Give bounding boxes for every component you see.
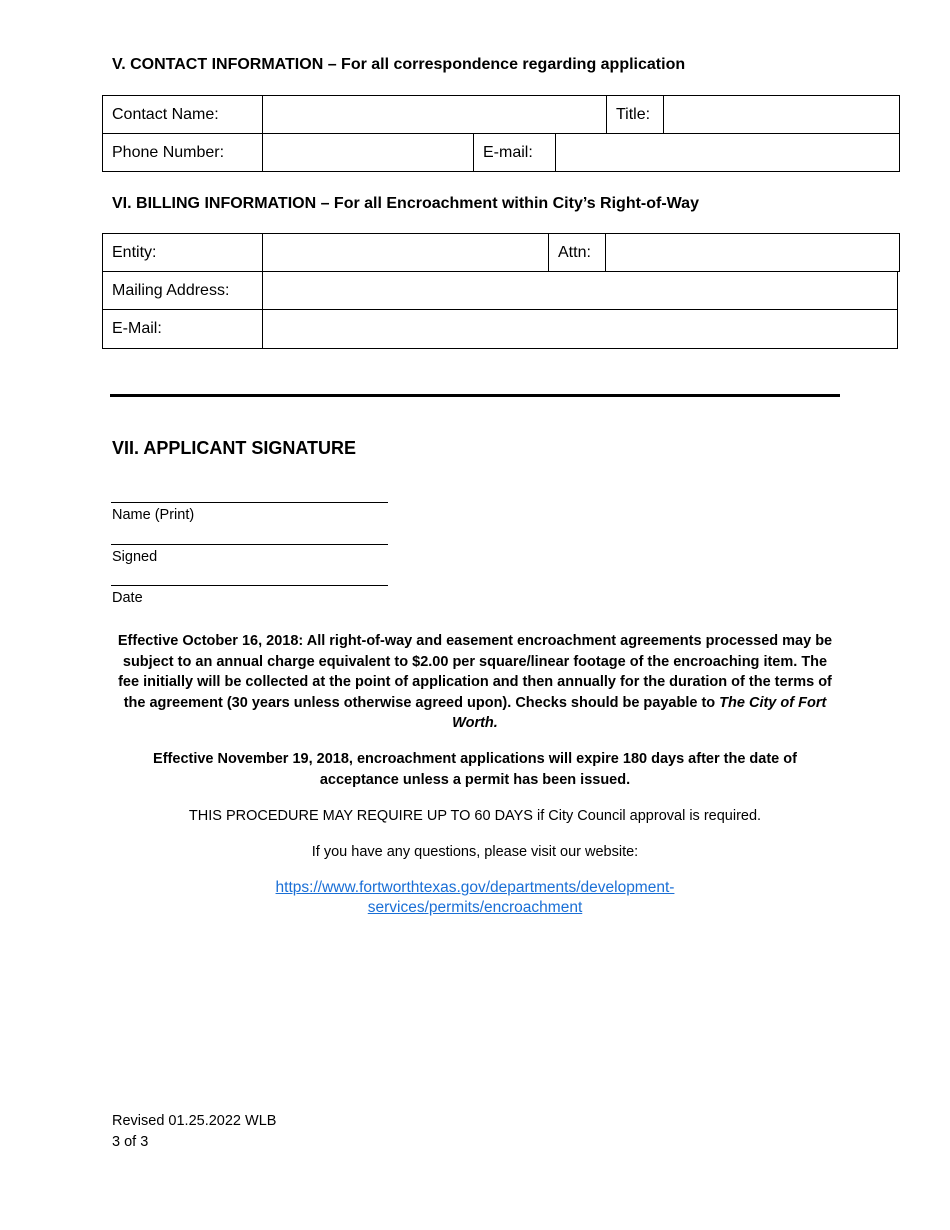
expiry-notice: Effective November 19, 2018, encroachment applications will expire 180 days after the date of acceptance unless a permit has been issued. xyxy=(153,751,797,788)
billing-email-label: E-Mail: xyxy=(102,309,263,349)
mailing-address-label: Mailing Address: xyxy=(102,271,263,310)
signature-section-heading: VII. APPLICANT SIGNATURE xyxy=(112,438,357,458)
date-line[interactable] xyxy=(111,585,388,586)
payee-name: The City of Fort Worth. xyxy=(452,694,827,731)
billing-section-heading: VI. BILLING INFORMATION – For all Encroachment within City’s Right-of-Way xyxy=(112,195,699,212)
title-field[interactable] xyxy=(663,95,900,134)
phone-number-label: Phone Number: xyxy=(102,133,263,172)
entity-label: Entity: xyxy=(102,233,263,272)
attn-field[interactable] xyxy=(605,233,900,272)
contact-email-field[interactable] xyxy=(555,133,900,172)
name-print-label: Name (Print) xyxy=(112,507,195,523)
website-link-line1[interactable]: https://www.fortworthtexas.gov/departments/development- xyxy=(275,879,675,896)
contact-section-heading: V. CONTACT INFORMATION – For all correspondence regarding application xyxy=(112,56,686,73)
phone-number-field[interactable] xyxy=(262,133,474,172)
page-number: 3 of 3 xyxy=(112,1134,149,1150)
mailing-address-field[interactable] xyxy=(262,271,898,310)
fee-notice xyxy=(112,631,838,734)
website-link-line2[interactable]: services/permits/encroachment xyxy=(367,899,583,916)
contact-email-label: E-mail: xyxy=(473,133,556,172)
title-label: Title: xyxy=(606,95,664,134)
billing-email-field[interactable] xyxy=(262,309,898,349)
website-link[interactable] xyxy=(112,878,838,918)
signed-label: Signed xyxy=(112,549,158,565)
signed-line[interactable] xyxy=(111,544,388,545)
procedure-notice: THIS PROCEDURE MAY REQUIRE UP TO 60 DAYS if City Council approval is required. xyxy=(188,808,762,824)
entity-field[interactable] xyxy=(262,233,549,272)
questions-text: If you have any questions, please visit our website: xyxy=(311,844,639,860)
revision-note: Revised 01.25.2022 WLB xyxy=(112,1113,277,1129)
fee-notice-text: Effective October 16, 2018: All right-of-way and easement encroachment agreements processed may be subject to an annual charge equivalent to $2.00 per square/linear footage of the encroaching item. The fee initially will be collected at the point of application and then annually for the duration of the terms of the agreement (30 years unless otherwise agreed upon). Checks should be payable to xyxy=(117,633,833,711)
contact-name-field[interactable] xyxy=(262,95,607,134)
date-label: Date xyxy=(112,590,143,606)
name-print-line[interactable] xyxy=(111,502,388,503)
section-divider xyxy=(110,394,840,397)
contact-name-label: Contact Name: xyxy=(102,95,263,134)
attn-label: Attn: xyxy=(548,233,606,272)
